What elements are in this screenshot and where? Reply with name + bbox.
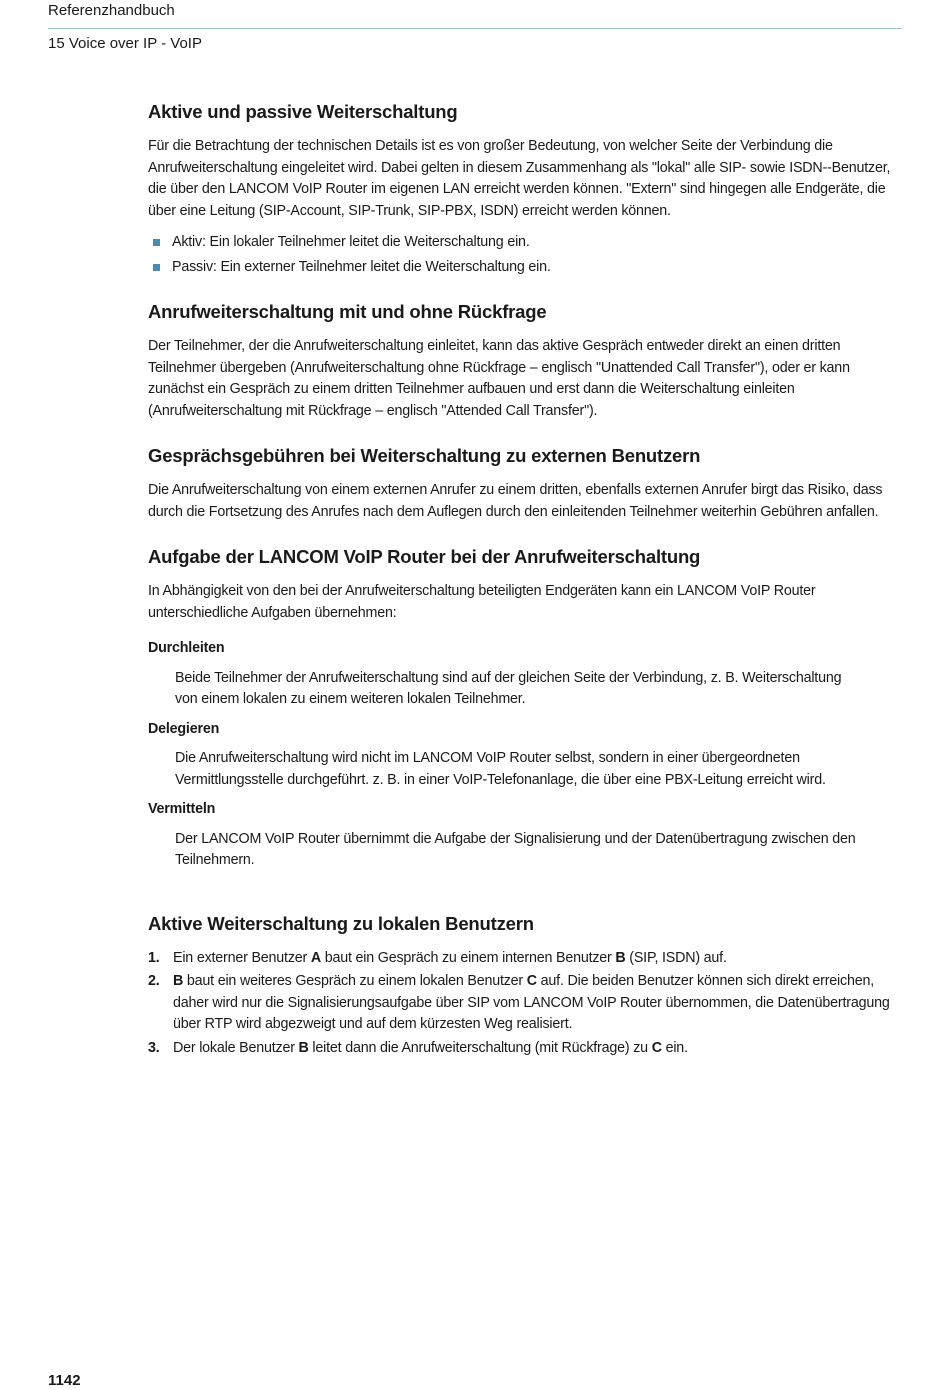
section-heading: Aufgabe der LANCOM VoIP Router bei der Anrufweiterschaltung xyxy=(148,546,701,567)
paragraph: Für die Betrachtung der technischen Details ist es von großer Bedeutung, von welcher Seite der Verbindung die Anrufweiterschaltung eingeleitet wird. Dabei gelten in diesem Zusammenhang als "lokal" alle SIP- sowie ISDN--Benutzer, die über den LANCOM VoIP Router im eigenen LAN erreicht werden können. "Extern" sind hingegen alle Endgeräte, die über eine Leitung (SIP-Account, SIP-Trunk, SIP-PBX, ISDN) erreicht werden können. xyxy=(148,138,891,219)
section-charges xyxy=(148,444,904,523)
term-definition: Die Anrufweiterschaltung wird nicht im LANCOM VoIP Router selbst, sondern in einer übergeordneten Vermittlungsstelle durchgeführt. z. B. in einer VoIP-Telefonanlage, die über eine PBX-Leitung erreicht wird. xyxy=(175,750,826,788)
paragraph: Die Anrufweiterschaltung von einem externen Anrufer zu einem dritten, ebenfalls externen Anrufer birgt das Risiko, dass durch die Fortsetzung des Anrufes nach dem Auflegen durch den einleitenden Teilnehmer weiterhin Gebühren anfallen. xyxy=(148,482,883,520)
step-item xyxy=(148,948,904,970)
section-heading: Aktive Weiterschaltung zu lokalen Benutzern xyxy=(148,912,534,934)
term-label: Vermitteln xyxy=(148,801,216,817)
step-item xyxy=(148,971,904,1036)
step-bold: B xyxy=(615,949,626,966)
term-label: Durchleiten xyxy=(148,640,225,656)
step-item xyxy=(148,1038,904,1060)
header-rule xyxy=(48,28,902,29)
section-heading: Aktive und passive Weiterschaltung xyxy=(148,101,458,122)
section-heading: Gesprächsgebühren bei Weiterschaltung zu externen Benutzern xyxy=(148,445,701,466)
step-text: Ein externer Benutzer xyxy=(173,949,311,966)
step-bold: C xyxy=(526,973,537,989)
step-text: ein. xyxy=(661,1039,688,1056)
section-router-tasks xyxy=(148,545,904,872)
chapter-title: 15 Voice over IP - VoIP xyxy=(48,35,202,52)
step-text: (SIP, ISDN) auf. xyxy=(625,949,727,966)
step-text: Der lokale Benutzer xyxy=(173,1039,299,1056)
step-bold: C xyxy=(651,1039,662,1056)
term-definition: Beide Teilnehmer der Anrufweiterschaltung sind auf der gleichen Seite der Verbindung, z. B. Weiterschaltung von einem lokalen zu einem weiteren lokalen Teilnehmer. xyxy=(175,669,842,707)
numbered-steps xyxy=(148,948,904,1060)
step-text: auf. Die beiden Benutzer können sich direkt erreichen, daher wird nur die Signalisierungsaufgabe über SIP vom LANCOM VoIP Router übernommen, die Datenübertragung über RTP wird abgezweigt und auf dem kürzesten Weg realisiert. xyxy=(173,973,890,1032)
section-active-passive xyxy=(148,100,904,278)
main-content xyxy=(148,100,904,1081)
term-definition: Der LANCOM VoIP Router übernimmt die Aufgabe der Signalisierung und der Datenübertragung zwischen den Teilnehmern. xyxy=(175,830,856,868)
step-number: 1. xyxy=(148,949,160,966)
section-active-local xyxy=(148,912,904,1060)
step-text: baut ein weiteres Gespräch zu einem lokalen Benutzer xyxy=(183,973,527,989)
bullet-list xyxy=(148,232,904,278)
step-bold: B xyxy=(173,973,184,989)
step-text: leitet dann die Anrufweiterschaltung (mit Rückfrage) zu xyxy=(308,1039,652,1056)
step-text: baut ein Gespräch zu einem internen Benutzer xyxy=(320,949,616,966)
paragraph: Der Teilnehmer, der die Anrufweiterschaltung einleitet, kann das aktive Gespräch entweder direkt an einen dritten Teilnehmer übergeben (Anrufweiterschaltung ohne Rückfrage – englisch "Unattended Call Transfer"), oder er kann zunächst ein Gespräch zu einem dritten Teilnehmer aufbauen und erst dann die Weiterschaltung einleiten (Anrufweiterschaltung mit Rückfrage – englisch "Attended Call Transfer"). xyxy=(148,338,850,419)
paragraph: In Abhängigkeit von den bei der Anrufweiterschaltung beteiligten Endgeräten kann ein LANCOM VoIP Router unterschiedliche Aufgaben übernehmen: xyxy=(148,583,816,621)
section-heading: Anrufweiterschaltung mit und ohne Rückfrage xyxy=(148,301,547,322)
step-bold: B xyxy=(298,1039,309,1056)
step-bold: A xyxy=(310,949,321,966)
section-consultation xyxy=(148,300,904,422)
book-title: Referenzhandbuch xyxy=(48,2,175,19)
step-number: 2. xyxy=(148,973,160,989)
term-label: Delegieren xyxy=(148,720,220,737)
step-number: 3. xyxy=(148,1039,160,1056)
page-number: 1142 xyxy=(48,1372,81,1389)
bullet-item: Passiv: Ein externer Teilnehmer leitet die Weiterschaltung ein. xyxy=(148,257,904,279)
bullet-item: Aktiv: Ein lokaler Teilnehmer leitet die Weiterschaltung ein. xyxy=(148,232,904,254)
